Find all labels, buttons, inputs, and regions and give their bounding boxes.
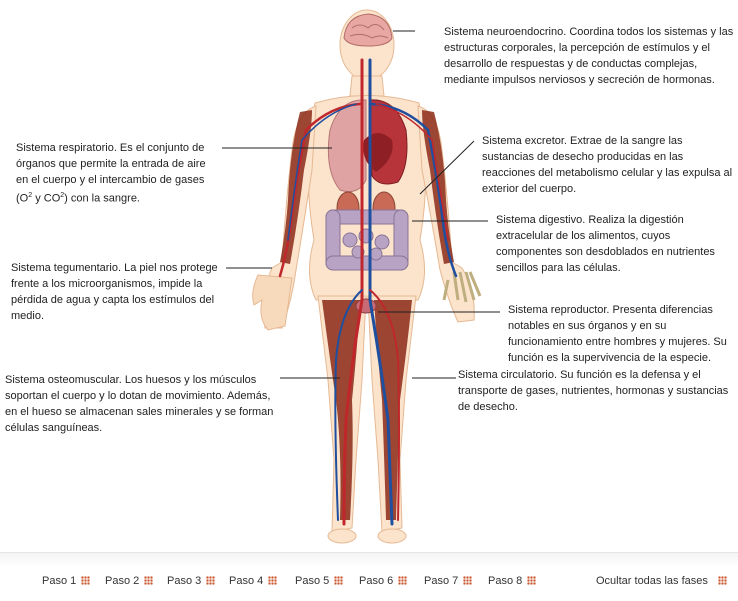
step-button-1[interactable] bbox=[42, 575, 90, 587]
step-button-8[interactable] bbox=[488, 575, 536, 587]
label-reproductor: Sistema reproductor. Presenta diferencias notables en sus órganos y en su funcionamiento entre hombres y mujeres. Su función es la supervivencia de la especie. bbox=[508, 304, 727, 364]
label-respiratorio-text-3: ) con la sangre. bbox=[64, 192, 140, 205]
step-label-6: Paso 6 bbox=[359, 575, 394, 587]
hide-all-phases-label: Ocultar todas las fases bbox=[596, 575, 708, 587]
label-osteomuscular: Sistema osteomuscular. Los huesos y los músculos soportan el cuerpo y lo dotan de movimiento. Además, en el hueso se almacenan sales minerales y se forman células sanguíneas. bbox=[5, 374, 274, 434]
step-button-4[interactable] bbox=[229, 575, 277, 587]
step-button-7[interactable] bbox=[424, 575, 472, 587]
step-navigation-bar bbox=[0, 552, 738, 601]
step-label-8: Paso 8 bbox=[488, 575, 523, 587]
hide-all-phases-button[interactable] bbox=[596, 575, 727, 587]
label-respiratorio-sup-1: 2 bbox=[28, 192, 33, 199]
dot-grid-icon bbox=[81, 576, 90, 585]
step-button-5[interactable] bbox=[295, 575, 343, 587]
dot-grid-icon bbox=[268, 576, 277, 585]
step-label-3: Paso 3 bbox=[167, 575, 202, 587]
label-respiratorio-text-1: Sistema respiratorio. Es el conjunto de órganos que permite la entrada de aire en el cuerpo y el intercambio de gases (O bbox=[16, 142, 206, 205]
step-label-4: Paso 4 bbox=[229, 575, 264, 587]
label-digestivo: Sistema digestivo. Realiza la digestión extracelular de los alimentos, cuyos componentes son desdoblados en nutrientes sencillos para las células. bbox=[496, 214, 715, 274]
dot-grid-icon bbox=[527, 576, 536, 585]
label-respiratorio-sup-2: 2 bbox=[60, 192, 65, 199]
step-label-1: Paso 1 bbox=[42, 575, 77, 587]
step-label-7: Paso 7 bbox=[424, 575, 459, 587]
step-label-2: Paso 2 bbox=[105, 575, 140, 587]
dot-grid-icon bbox=[144, 576, 153, 585]
dot-grid-icon bbox=[206, 576, 215, 585]
intestines bbox=[326, 210, 408, 270]
label-excretor: Sistema excretor. Extrae de la sangre las sustancias de desecho producidas en las reacciones del metabolismo celular y las expulsa al exterior del cuerpo. bbox=[482, 135, 733, 195]
label-tegumentario: Sistema tegumentario. La piel nos protege frente a los microorganismos, impide la pérdida de agua y capta los estímulos del medio. bbox=[11, 262, 218, 322]
label-neuroendocrino: Sistema neuroendocrino. Coordina todos los sistemas y las estructuras corporales, la percepción de estímulos y el desarrollo de respuestas y de conductas complejas, mediante impulsos nerviosos y secreción de hormonas. bbox=[444, 26, 734, 86]
dot-grid-icon bbox=[398, 576, 407, 585]
label-circulatorio: Sistema circulatorio. Su función es la defensa y el transporte de gases, nutrientes, hormonas y sustancias de desecho. bbox=[458, 369, 729, 413]
dot-grid-icon bbox=[718, 576, 727, 585]
dot-grid-icon bbox=[334, 576, 343, 585]
step-button-6[interactable] bbox=[359, 575, 407, 587]
label-respiratorio bbox=[16, 140, 220, 207]
step-label-5: Paso 5 bbox=[295, 575, 330, 587]
label-respiratorio-text-2: y CO bbox=[32, 192, 61, 205]
step-button-2[interactable] bbox=[105, 575, 153, 587]
step-button-3[interactable] bbox=[167, 575, 215, 587]
dot-grid-icon bbox=[463, 576, 472, 585]
